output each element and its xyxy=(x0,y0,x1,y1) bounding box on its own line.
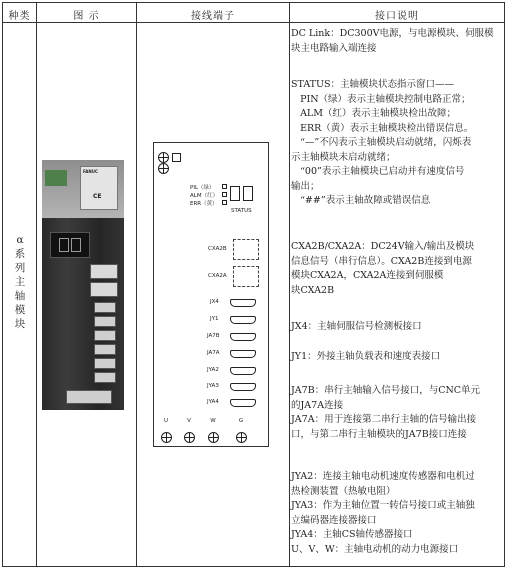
seven-segment-icon xyxy=(230,186,240,201)
column-divider xyxy=(136,3,137,566)
terminal-g xyxy=(235,418,247,447)
jya2-connector-icon xyxy=(230,367,256,375)
desc-cxa2: CXA2B/CXA2A：DC24V输入/输出及模块 信息信号（串行信息）。CXA2B连接到电源 模块CXA2A，CXA2A连接到伺服模 块CXA2B xyxy=(291,241,475,296)
module-top-panel xyxy=(42,160,124,218)
terminal-w-label: W xyxy=(210,418,216,424)
desc-jya: JYA2：连接主轴电动机速度传感器和电机过 热检测装置（热敏电阻） JYA3：作为主轴位置一转信号接口或主轴独 立编码器连接器接口 JYA4：主轴CS轴传感器接口 U、V、W：主轴电动机的动力电源接口 xyxy=(291,471,475,555)
err-led-icon xyxy=(222,200,227,205)
connector-label-jya4: JYA4 xyxy=(207,399,219,405)
photo-segment xyxy=(71,238,81,252)
desc-status: STATUS：主轴模块状态指示窗口—— PIN（绿）表示主轴模块控制电路正常； ALM（红）表示主轴模块检出故障； ERR（黄）表示主轴模块检出错误信息。 “—”不闪表示主轴模块启动就绪，闪烁表 示主轴模块未启动就绪； “00”表示主轴模块已启动并有速度信号 输出； “##”表示主轴故障或错误信息 xyxy=(291,79,474,206)
ce-mark: CE xyxy=(93,193,102,200)
kind-char: 主 xyxy=(14,276,26,288)
desc-ja7: JA7B：串行主轴输入信号接口，与CNC单元 的JA7A连接 JA7A：用于连接第二串行主轴的信号输出接 口，与第二串行主轴模块的JA7B接口连接 xyxy=(291,385,481,440)
photo-connector xyxy=(94,302,116,313)
connector-label-jx4: JX4 xyxy=(210,299,219,305)
connector-label-cxa2a: CXA2A xyxy=(208,273,227,279)
photo-status-display xyxy=(50,232,90,258)
photo-segment xyxy=(59,238,69,252)
led-label-err: ERR（黄） xyxy=(190,201,218,207)
column-divider xyxy=(36,3,37,566)
kind-char: 块 xyxy=(14,318,26,330)
connector-label-jy1: JY1 xyxy=(210,316,219,322)
jy1-connector-icon xyxy=(230,316,256,324)
cxa2a-connector-icon xyxy=(233,266,259,287)
kind-char: 列 xyxy=(14,262,26,274)
photo-connector xyxy=(94,330,116,341)
connector-label-jya3: JYA3 xyxy=(207,383,219,389)
photo-connector xyxy=(90,282,118,297)
led-label-alm: ALM（红） xyxy=(190,193,219,199)
header-kind: 种类 xyxy=(8,11,31,22)
photo-power-terminal xyxy=(66,390,112,404)
alm-led-icon xyxy=(222,192,227,197)
jya4-connector-icon xyxy=(230,399,256,407)
status-window-label: STATUS xyxy=(231,208,252,214)
photo-connector xyxy=(94,372,116,383)
kind-char: 系 xyxy=(14,248,26,260)
terminal-w xyxy=(207,418,219,447)
jx4-connector-icon xyxy=(230,299,256,307)
column-divider xyxy=(289,3,290,566)
terminal-u xyxy=(160,418,172,447)
module-nameplate xyxy=(80,166,118,210)
kind-label xyxy=(7,233,33,331)
connector-label-jya2: JYA2 xyxy=(207,367,219,373)
header-divider xyxy=(3,22,504,23)
connector-label-ja7a: JA7A xyxy=(207,350,220,356)
ja7a-connector-icon xyxy=(230,350,256,358)
terminal-screw-icon xyxy=(161,432,172,443)
terminal-screw-icon xyxy=(236,432,247,443)
kind-char: 模 xyxy=(14,304,26,316)
spindle-module-photo xyxy=(42,160,124,410)
terminal-screw-icon xyxy=(208,432,219,443)
terminal-v xyxy=(183,418,195,447)
connector-label-ja7b: JA7B xyxy=(207,333,220,339)
brand-text: FANUC xyxy=(83,169,98,174)
kind-char: 轴 xyxy=(14,290,26,302)
photo-connector xyxy=(90,264,118,279)
cxa2b-connector-icon xyxy=(233,239,259,260)
photo-connector xyxy=(94,358,116,369)
connector-label-cxa2b: CXA2B xyxy=(208,246,227,252)
terminal-v-label: V xyxy=(187,418,191,424)
jya3-connector-icon xyxy=(230,383,256,391)
header-description: 接口说明 xyxy=(375,11,419,22)
desc-jy1: JY1：外接主轴负载表和速度表接口 xyxy=(291,351,441,362)
green-board xyxy=(45,170,67,186)
photo-connector xyxy=(94,344,116,355)
terminal-u-label: U xyxy=(163,418,169,424)
ja7b-connector-icon xyxy=(230,333,256,341)
header-terminal: 接线端子 xyxy=(191,11,235,22)
terminal-screw-icon xyxy=(184,432,195,443)
terminal-g-label: G xyxy=(238,418,244,424)
kind-char: α xyxy=(16,234,24,246)
header-image: 图 示 xyxy=(73,11,100,22)
seven-segment-icon xyxy=(243,186,253,201)
desc-dc-link: DC Link：DC300V电源，与电源模块、伺服模 块主电路输入端连接 xyxy=(291,28,494,54)
pil-led-icon xyxy=(222,184,227,189)
desc-jx4: JX4：主轴伺服信号检测板接口 xyxy=(291,321,422,332)
led-label-pil: PIL（绿） xyxy=(190,185,215,191)
photo-connector xyxy=(94,316,116,327)
